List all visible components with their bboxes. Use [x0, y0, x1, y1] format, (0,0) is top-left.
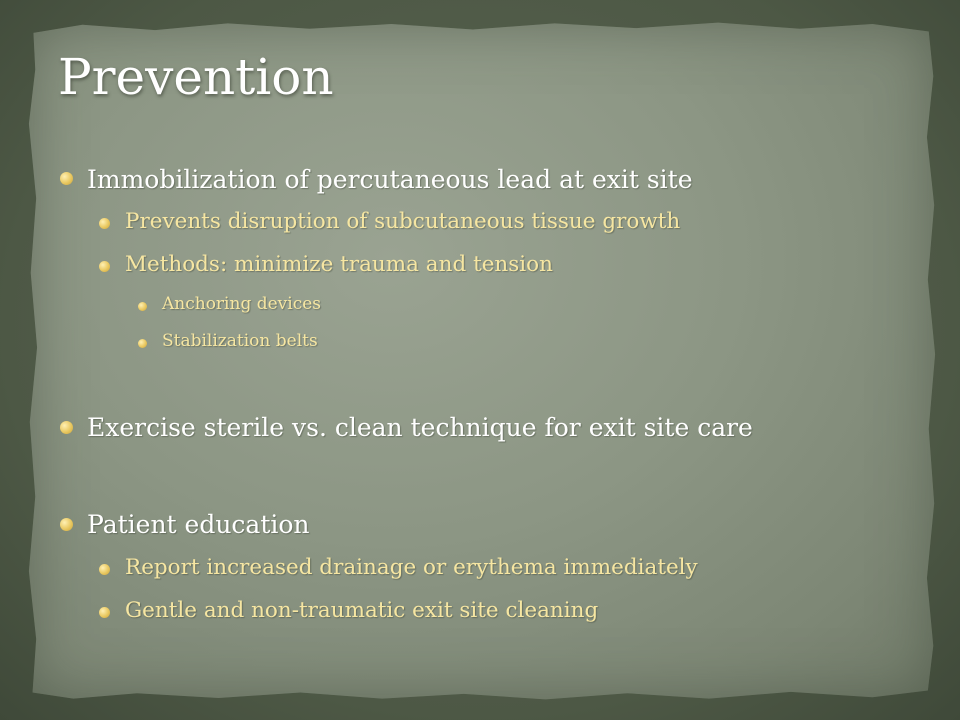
bullet-level2-gentle-cleaning: Gentle and non-traumatic exit site cleaning [125, 598, 599, 623]
bullet-level2-report-drainage: Report increased drainage or erythema immediately [125, 555, 698, 580]
bullet-dot-icon [99, 564, 110, 575]
bullet-dot-icon [60, 421, 73, 434]
bullet-dot-icon [138, 302, 147, 311]
bullet-level3-stabilization-belts: Stabilization belts [162, 331, 318, 351]
bullet-level3-anchoring-devices: Anchoring devices [162, 294, 322, 314]
bullet-dot-icon [60, 518, 73, 531]
bullet-dot-icon [99, 218, 110, 229]
slide-title: Prevention [58, 48, 334, 106]
bullet-dot-icon [99, 261, 110, 272]
bullet-level2-prevents-disruption: Prevents disruption of subcutaneous tissue growth [125, 209, 681, 234]
bullet-level2-methods: Methods: minimize trauma and tension [125, 252, 553, 277]
bullet-level1-immobilization: Immobilization of percutaneous lead at exit site [87, 165, 693, 194]
bullet-dot-icon [138, 339, 147, 348]
bullet-level1-exercise-sterile: Exercise sterile vs. clean technique for exit site care [87, 413, 753, 442]
bullet-dot-icon [60, 172, 73, 185]
bullet-level1-patient-education: Patient education [87, 510, 310, 539]
bullet-dot-icon [99, 607, 110, 618]
